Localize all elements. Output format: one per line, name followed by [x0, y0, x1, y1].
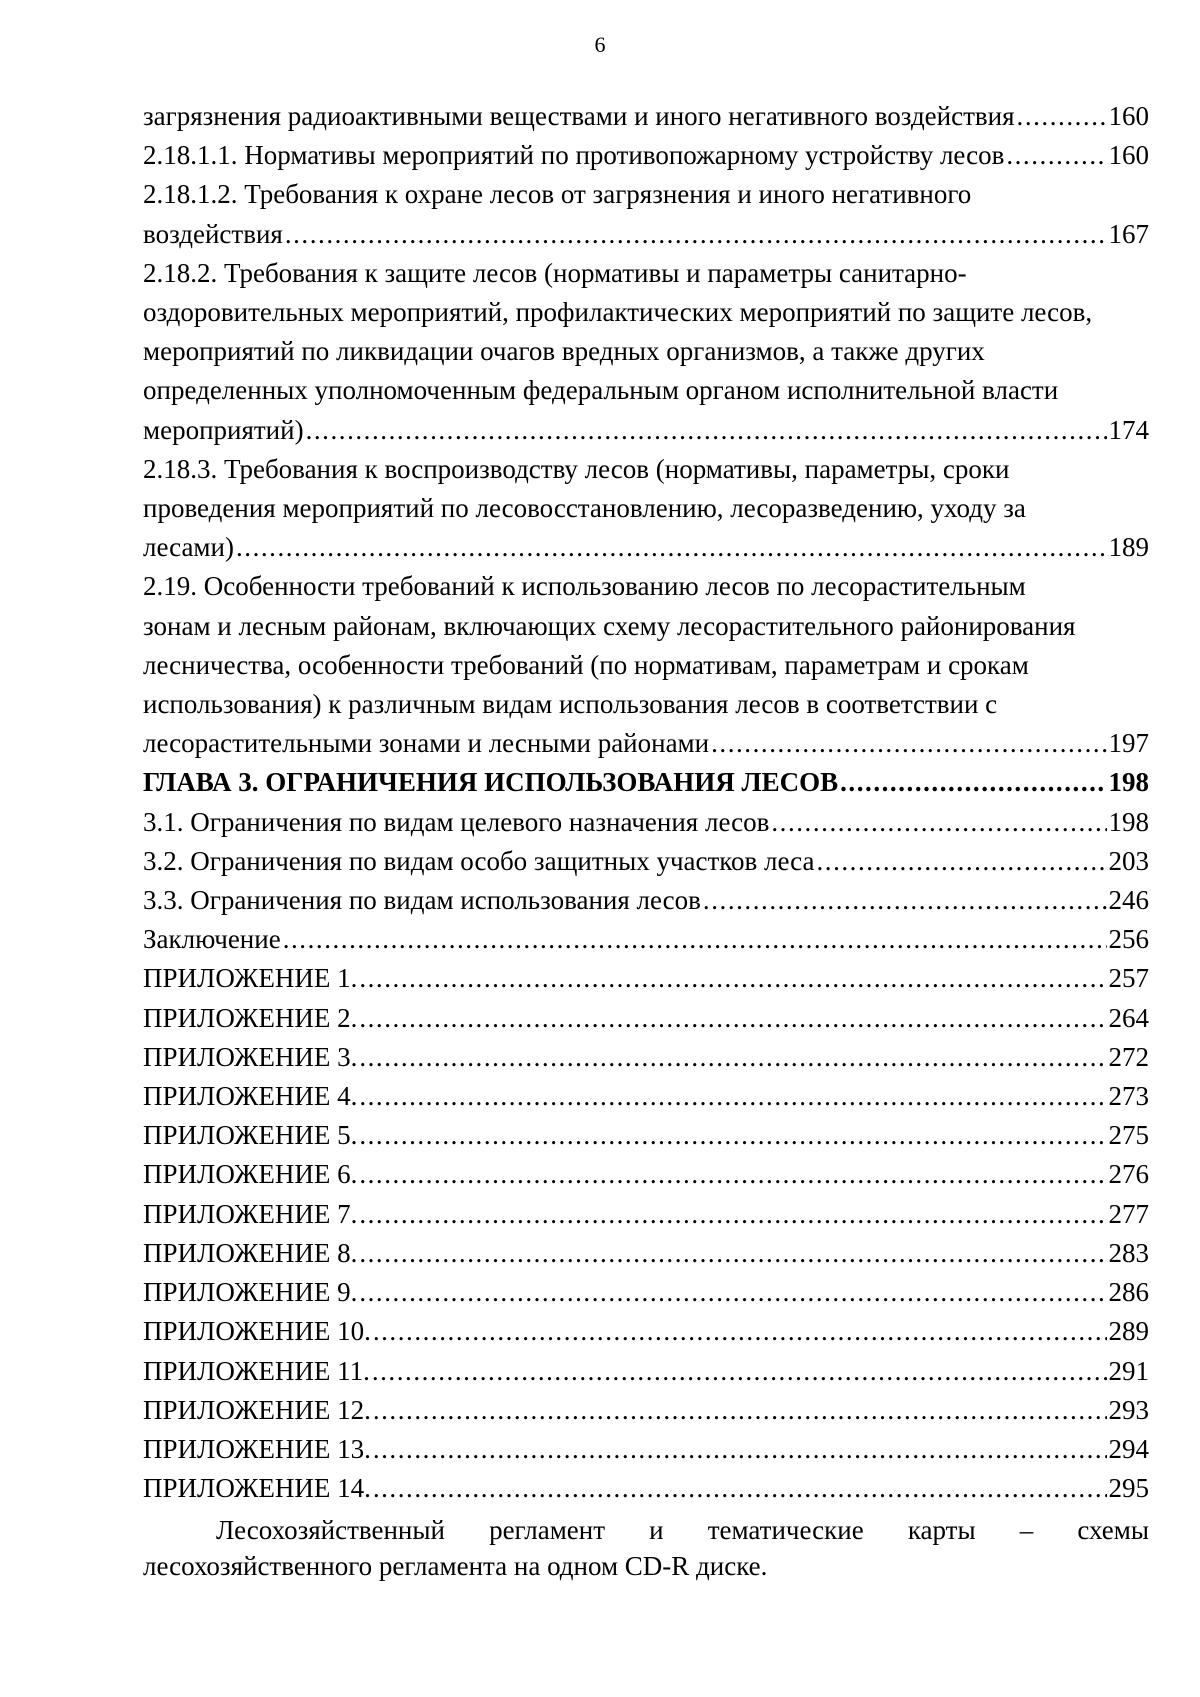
- toc-entry-title: ПРИЛОЖЕНИЕ 1.: [143, 963, 358, 994]
- dot-leader: [283, 920, 1107, 959]
- toc-entry-title: ГЛАВА 3. ОГРАНИЧЕНИЯ ИСПОЛЬЗОВАНИЯ ЛЕСОВ: [143, 767, 839, 798]
- toc-entry-last-line: [143, 1391, 1149, 1430]
- toc-page-number: 289: [1108, 1316, 1149, 1347]
- toc-entry: [143, 763, 1149, 802]
- toc-entry-title: ПРИЛОЖЕНИЕ 12.: [143, 1394, 371, 1425]
- toc-page-number: 291: [1108, 1355, 1149, 1386]
- toc-entry: [143, 1391, 1149, 1430]
- toc-entry: [143, 1155, 1149, 1194]
- toc-entry-last-line: [143, 1430, 1149, 1469]
- toc-entry-last-line: [143, 1116, 1149, 1155]
- toc-entry-last-line: [143, 959, 1149, 998]
- closing-note-word: Лесохозяйственный: [216, 1515, 445, 1545]
- toc-entry: [143, 1038, 1149, 1077]
- dot-leader: [285, 215, 1107, 254]
- dot-leader: [373, 1391, 1107, 1430]
- toc-page-number: 264: [1108, 1002, 1149, 1033]
- closing-note: [143, 1512, 1149, 1584]
- toc-entry-title: ПРИЛОЖЕНИЕ 5.: [143, 1120, 358, 1151]
- toc-entry-title: ПРИЛОЖЕНИЕ 14.: [143, 1473, 371, 1504]
- toc-entry-last-line: [143, 1038, 1149, 1077]
- dot-leader: [359, 1273, 1106, 1312]
- toc-entry-last-line: [143, 842, 1149, 881]
- toc-entry-text-line: определенных уполномоченным федеральным органом исполнительной власти: [143, 375, 1059, 406]
- dot-leader: [359, 999, 1106, 1038]
- toc-page-number: 283: [1108, 1237, 1149, 1268]
- toc-entry: [143, 1273, 1149, 1312]
- toc-entry-last-line: [143, 411, 1149, 450]
- toc-page-number: 293: [1108, 1394, 1149, 1425]
- toc-entry: [143, 1116, 1149, 1155]
- toc-entry-text-line: использования) к различным видам использования лесов в соответствии с: [143, 689, 998, 720]
- dot-leader: [359, 1116, 1106, 1155]
- toc-entry-title: воздействия: [143, 218, 283, 249]
- toc-entry: [143, 567, 1149, 763]
- toc-entry: [143, 999, 1149, 1038]
- toc-entry-title: ПРИЛОЖЕНИЕ 3.: [143, 1041, 358, 1072]
- dot-leader: [236, 528, 1107, 567]
- toc-entry-title: мероприятий): [143, 414, 304, 445]
- toc-entry-last-line: [143, 1234, 1149, 1273]
- toc-entry-title: ПРИЛОЖЕНИЕ 8.: [143, 1237, 358, 1268]
- toc-page-number: 246: [1108, 885, 1149, 916]
- toc-entry-text-line: 2.18.1.2. Требования к охране лесов от загрязнения и иного негативного: [143, 179, 972, 210]
- toc-entry-text-line: лесничества, особенности требований (по нормативам, параметрам и срокам: [143, 649, 1029, 680]
- toc-entry: [143, 1469, 1149, 1508]
- toc-entry-text-line: мероприятий по ликвидации очагов вредных организмов, а также других: [143, 336, 985, 367]
- toc-entry-text-line: 2.18.2. Требования к защите лесов (нормативы и параметры санитарно-: [143, 257, 967, 288]
- toc-page-number: 189: [1108, 532, 1149, 563]
- toc-entry: [143, 1430, 1149, 1469]
- closing-note-line-1: [143, 1512, 1149, 1548]
- page-number: 6: [594, 32, 606, 57]
- toc-entry-last-line: [143, 763, 1149, 802]
- toc-entry: [143, 920, 1149, 959]
- toc-page-number: 256: [1108, 924, 1149, 955]
- toc-page-number: 197: [1108, 728, 1149, 759]
- toc-page-number: 276: [1108, 1159, 1149, 1190]
- toc-entry-last-line: [143, 999, 1149, 1038]
- dot-leader: [373, 1469, 1107, 1508]
- toc-entry-last-line: [143, 881, 1149, 920]
- toc-entry-title: 2.18.1.1. Нормативы мероприятий по противопожарному устройству лесов: [143, 140, 1005, 171]
- toc-entry-title: лесами): [143, 532, 234, 563]
- dot-leader: [1006, 136, 1106, 175]
- dot-leader: [306, 411, 1107, 450]
- dot-leader: [840, 763, 1106, 802]
- dot-leader: [703, 881, 1107, 920]
- dot-leader: [711, 724, 1106, 763]
- dot-leader: [359, 1195, 1106, 1234]
- toc-entry-last-line: [143, 1273, 1149, 1312]
- toc-entry-last-line: [143, 1469, 1149, 1508]
- closing-note-word: схемы: [1077, 1515, 1149, 1545]
- toc-entry: [143, 959, 1149, 998]
- closing-note-word: карты: [907, 1515, 976, 1545]
- toc-entry-title: загрязнения радиоактивными веществами и иного негативного воздействия: [143, 101, 1015, 131]
- toc-page-number: 174: [1108, 414, 1149, 445]
- toc-entry-last-line: [143, 1352, 1149, 1391]
- toc-entry: [143, 450, 1149, 568]
- toc-entry: [143, 1234, 1149, 1273]
- dot-leader: [372, 1352, 1107, 1391]
- toc-entry-last-line: [143, 1155, 1149, 1194]
- toc-page-number: 167: [1108, 218, 1149, 249]
- toc-entry-last-line: [143, 215, 1149, 254]
- dot-leader: [771, 803, 1106, 842]
- toc-entry-title: ПРИЛОЖЕНИЕ 6.: [143, 1159, 358, 1190]
- toc-entry-title: ПРИЛОЖЕНИЕ 9.: [143, 1277, 358, 1308]
- dot-leader: [359, 959, 1106, 998]
- toc-entry-title: 3.3. Ограничения по видам использования лесов: [143, 885, 701, 916]
- toc-page-number: 203: [1108, 845, 1149, 876]
- toc-entry-text-line: зонам и лесным районам, включающих схему лесорастительного районирования: [143, 610, 1076, 641]
- toc-entry: [143, 881, 1149, 920]
- toc-entry-last-line: [143, 803, 1149, 842]
- toc-page-number: 295: [1108, 1473, 1149, 1504]
- toc-entry-last-line: [143, 1195, 1149, 1234]
- toc-entry-title: ПРИЛОЖЕНИЕ 13.: [143, 1433, 371, 1464]
- toc-entry-title: ПРИЛОЖЕНИЕ 7.: [143, 1198, 358, 1229]
- toc-entry: [143, 1312, 1149, 1351]
- toc-entry-title: 3.1. Ограничения по видам целевого назначения лесов: [143, 806, 770, 837]
- dot-leader: [359, 1038, 1106, 1077]
- toc-entry-last-line: [143, 920, 1149, 959]
- dot-leader: [359, 1234, 1106, 1273]
- toc-page-number: 257: [1108, 963, 1149, 994]
- toc-entry-title: лесорастительными зонами и лесными районами: [143, 728, 710, 759]
- toc-page-number: 275: [1108, 1120, 1149, 1151]
- toc-entry-last-line: [143, 724, 1149, 763]
- toc-page-number: 160: [1108, 140, 1149, 171]
- toc-entry: [143, 175, 1149, 253]
- toc-page-number: 294: [1108, 1433, 1149, 1464]
- dot-leader: [1017, 97, 1107, 136]
- closing-note-word: –: [1019, 1515, 1034, 1545]
- toc-entry-text-line: 2.19. Особенности требований к использованию лесов по лесорастительным: [143, 571, 1026, 602]
- toc-entry-title: ПРИЛОЖЕНИЕ 4.: [143, 1081, 358, 1112]
- toc-page-number: 160: [1108, 101, 1149, 131]
- toc-entry: [143, 136, 1149, 175]
- toc-entry-title: 3.2. Ограничения по видам особо защитных участков леса: [143, 845, 815, 876]
- closing-note-line-2: лесохозяйственного регламента на одном CD-R диске.: [143, 1551, 768, 1581]
- toc-entry-title: ПРИЛОЖЕНИЕ 2.: [143, 1002, 358, 1033]
- toc-page-number: 273: [1108, 1081, 1149, 1112]
- toc-page-number: 198: [1108, 767, 1149, 798]
- toc-entry: [143, 254, 1149, 450]
- toc-entry: [143, 1352, 1149, 1391]
- toc-entry-last-line: [143, 97, 1149, 136]
- toc-entry-title: ПРИЛОЖЕНИЕ 10.: [143, 1316, 371, 1347]
- toc-entry-text-line: проведения мероприятий по лесовосстановлению, лесоразведению, уходу за: [143, 493, 1026, 524]
- toc-entry-title: ПРИЛОЖЕНИЕ 11.: [143, 1355, 370, 1386]
- toc-entry: [143, 842, 1149, 881]
- toc-entry: [143, 1077, 1149, 1116]
- dot-leader: [816, 842, 1106, 881]
- toc-entry-text-line: оздоровительных мероприятий, профилактических мероприятий по защите лесов,: [143, 297, 1093, 328]
- dot-leader: [373, 1430, 1107, 1469]
- toc-entry: [143, 1195, 1149, 1234]
- toc-page-number: 277: [1108, 1198, 1149, 1229]
- toc-page-number: 272: [1108, 1041, 1149, 1072]
- toc-entry: [143, 97, 1149, 136]
- table-of-contents: [143, 97, 1149, 1508]
- toc-entry-title: Заключение: [143, 924, 281, 955]
- toc-entry-last-line: [143, 1077, 1149, 1116]
- toc-entry-last-line: [143, 1312, 1149, 1351]
- toc-page-number: 198: [1108, 806, 1149, 837]
- toc-entry-last-line: [143, 136, 1149, 175]
- toc-entry: [143, 803, 1149, 842]
- dot-leader: [373, 1312, 1107, 1351]
- dot-leader: [359, 1155, 1106, 1194]
- dot-leader: [359, 1077, 1106, 1116]
- closing-note-word: и: [649, 1515, 664, 1545]
- closing-note-word: регламент: [489, 1515, 606, 1545]
- toc-entry-last-line: [143, 528, 1149, 567]
- toc-entry-text-line: 2.18.3. Требования к воспроизводству лесов (нормативы, параметры, сроки: [143, 453, 1010, 484]
- closing-note-word: тематические: [707, 1515, 864, 1545]
- toc-page-number: 286: [1108, 1277, 1149, 1308]
